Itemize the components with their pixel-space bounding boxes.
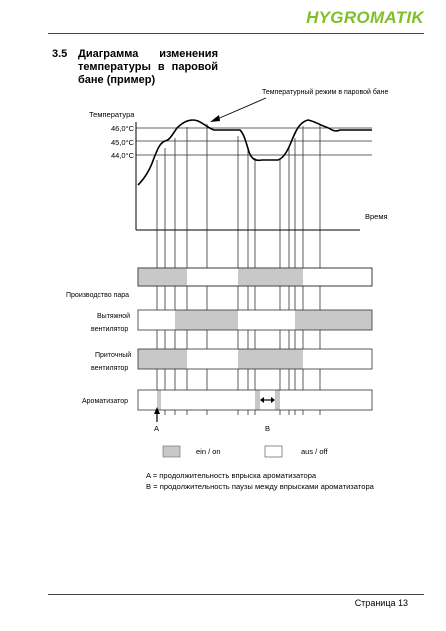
exhaust-fan-label-line1: Вытяжной	[97, 313, 131, 320]
supply-fan-label-line1: Приточный	[95, 352, 132, 359]
page-number: Страница 13	[354, 598, 408, 608]
note-b: B = продолжительность паузы между впрысками ароматизатора	[146, 482, 374, 491]
legend-off-label: aus / off	[301, 447, 328, 456]
temp-level-46: 46,0°C	[111, 124, 135, 133]
supply-fan-label-line2: вентилятор	[91, 365, 129, 372]
section-number: 3.5	[52, 48, 68, 60]
footer-rule	[48, 594, 424, 595]
y-axis-label: Температура	[89, 110, 135, 119]
note-a: A = продолжительность впрыска ароматизатора	[146, 471, 317, 480]
exhaust-fan-label-line2: вентилятор	[91, 326, 129, 333]
section-title: Диаграмма изменения температуры в паровой бане (пример)	[78, 48, 218, 86]
legend-off-swatch	[265, 446, 282, 457]
fragrance-label: Ароматизатор	[82, 398, 128, 405]
x-axis-label: Время	[365, 212, 388, 221]
temp-level-44: 44,0°C	[111, 151, 135, 160]
hygromatik-logo: HYGROMATIK	[306, 8, 424, 27]
steam-production-row	[138, 268, 372, 286]
fragrance-row	[138, 390, 372, 410]
supply-fan-row	[138, 349, 372, 369]
curve-label-arrowhead	[210, 115, 220, 122]
temperature-reference-lines	[136, 128, 372, 155]
marker-a-label: A	[154, 424, 160, 433]
curve-label: Температурный режим в паровой бане	[262, 89, 389, 96]
legend-on-swatch	[163, 446, 180, 457]
temp-level-45: 45,0°C	[111, 138, 135, 147]
legend-on-label: ein / on	[196, 447, 221, 456]
marker-b-label: B	[265, 424, 271, 433]
steam-production-label: Производство пара	[66, 292, 130, 299]
exhaust-fan-row	[138, 310, 372, 330]
curve-label-arrow	[215, 98, 266, 120]
